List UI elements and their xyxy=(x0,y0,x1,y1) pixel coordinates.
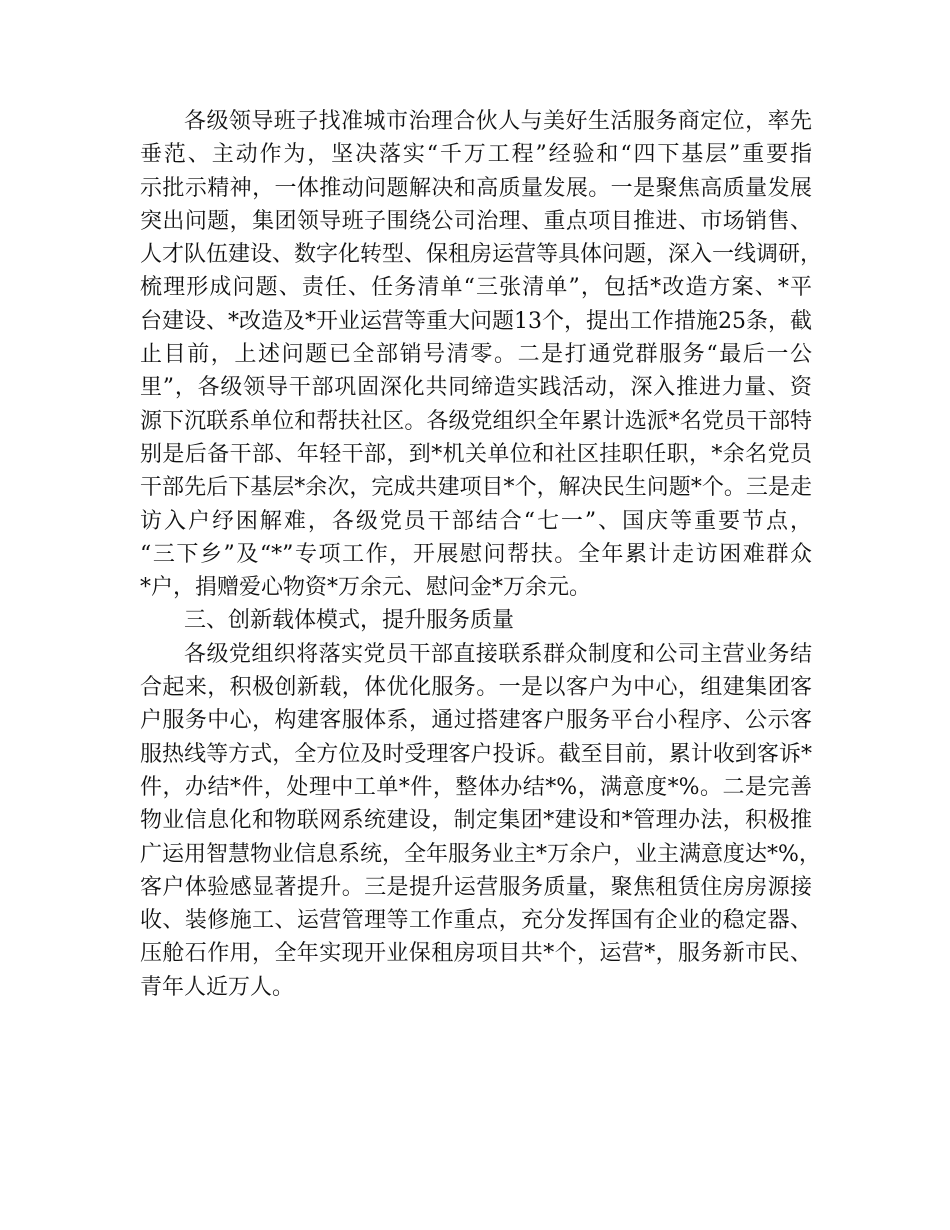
body-paragraph xyxy=(140,105,823,604)
text-line: 台建设、*改造及*开业运营等重大问题13个，提出工作措施25条，截 xyxy=(140,308,812,334)
text-line: *户，捐赠爱心物资*万余元、慰问金*万余元。 xyxy=(140,575,592,601)
text-line: 广运用智慧物业信息系统，全年服务业主*万余户，业主满意度达*%， xyxy=(140,841,821,867)
text-line: 合起来，积极创新载，体优化服务。一是以客户为中心，组建集团客 xyxy=(140,675,812,701)
text-line: 源下沉联系单位和帮扶社区。各级党组织全年累计选派*名党员干部特 xyxy=(140,408,812,434)
text-line: 访入户纾困解难，各级党员干部结合“七一”、国庆等重要节点， xyxy=(140,508,812,534)
text-line: 物业信息化和物联网系统建设，制定集团*建设和*管理办法，积极推 xyxy=(140,808,812,834)
text-line: 突出问题，集团领导班子围绕公司治理、重点项目推进、市场销售、 xyxy=(140,208,812,234)
text-line: 户服务中心，构建客服体系，通过搭建客户服务平台小程序、公示客 xyxy=(140,708,812,734)
text-line: 止目前，上述问题已全部销号清零。二是打通党群服务“最后一公 xyxy=(140,342,812,368)
text-line: 人才队伍建设、数字化转型、保租房运营等具体问题，深入一线调研， xyxy=(140,242,823,268)
text-line: 件，办结*件，处理中工单*件，整体办结*%，满意度*%。二是完善 xyxy=(140,774,812,800)
text-line: 服热线等方式，全方位及时受理客户投诉。截至目前，累计收到客诉* xyxy=(140,741,812,767)
text-line: 里”，各级领导干部巩固深化共同缔造实践活动，深入推进力量、资 xyxy=(140,375,812,401)
text-line: 压舱石作用，全年实现开业保租房项目共*个，运营*，服务新市民、 xyxy=(140,941,812,967)
text-line: 各级党组织将落实党员干部直接联系群众制度和公司主营业务结 xyxy=(184,641,812,667)
body-paragraph xyxy=(140,638,821,1004)
heading-text: 三、创新载体模式，提升服务质量 xyxy=(184,608,515,634)
document-page xyxy=(140,105,823,1004)
text-line: 示批示精神，一体推动问题解决和高质量发展。一是聚焦高质量发展 xyxy=(140,175,812,201)
text-line: “三下乡”及“*”专项工作，开展慰问帮扶。全年累计走访困难群众 xyxy=(140,541,812,567)
section-heading xyxy=(140,604,812,637)
text-line: 各级领导班子找准城市治理合伙人与美好生活服务商定位，率先 xyxy=(184,109,812,134)
text-line: 别是后备干部、年轻干部，到*机关单位和社区挂职任职，*余名党员 xyxy=(140,441,812,467)
text-line: 收、装修施工、运营管理等工作重点，充分发挥国有企业的稳定器、 xyxy=(140,908,812,934)
text-line: 干部先后下基层*余次，完成共建项目*个，解决民生问题*个。三是走 xyxy=(140,475,812,501)
text-line: 客户体验感显著提升。三是提升运营服务质量，聚焦租赁住房房源接 xyxy=(140,874,812,900)
text-line: 梳理形成问题、责任、任务清单“三张清单”，包括*改造方案、*平 xyxy=(140,275,812,301)
text-line: 垂范、主动作为，坚决落实“千万工程”经验和“四下基层”重要指 xyxy=(140,142,812,168)
text-line: 青年人近万人。 xyxy=(140,974,295,1000)
